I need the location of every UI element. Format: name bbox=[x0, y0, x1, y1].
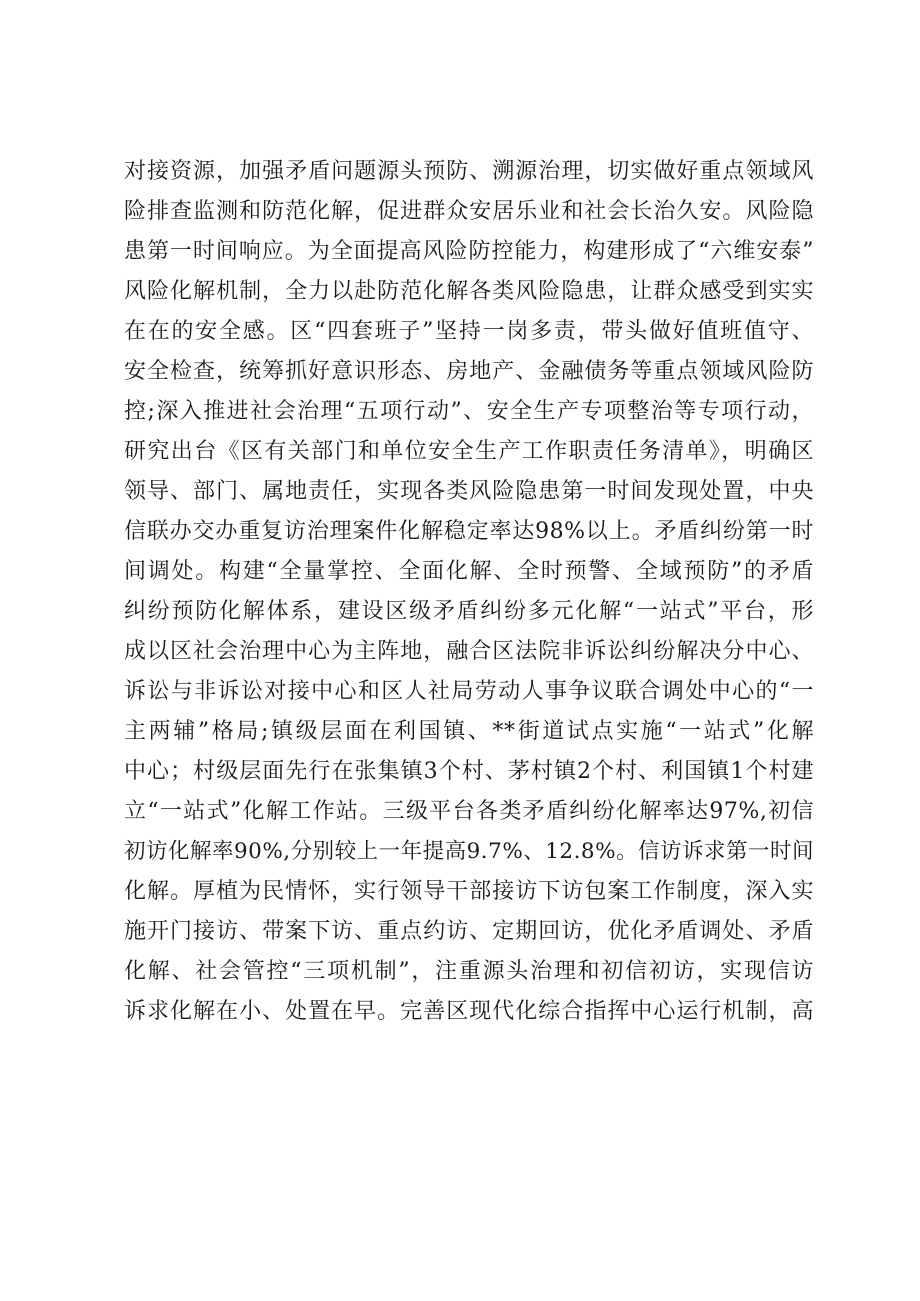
text-line: 诉讼与非诉讼对接中心和区人社局劳动人事争议联合调处中心的“一 bbox=[124, 679, 814, 704]
text-line: 安全检查，统筹抓好意识形态、房地产、金融债务等重点领域风险防 bbox=[124, 359, 814, 384]
text-line: 主两辅”格局;镇级层面在利国镇、**街道试点实施“一站式”化解 bbox=[124, 719, 814, 744]
text-line: 施开门接访、带案下访、重点约访、定期回访，优化矛盾调处、矛盾 bbox=[124, 919, 814, 944]
text-line: 对接资源，加强矛盾问题源头预防、溯源治理，切实做好重点领域风 bbox=[124, 159, 814, 184]
text-line: 险排查监测和防范化解，促进群众安居乐业和社会长治久安。风险隐 bbox=[124, 199, 814, 224]
text-line: 立“一站式”化解工作站。三级平台各类矛盾纠纷化解率达97%,初信 bbox=[124, 799, 814, 824]
text-line: 纠纷预防化解体系，建设区级矛盾纠纷多元化解“一站式”平台，形 bbox=[124, 599, 814, 624]
text-line: 中心；村级层面先行在张集镇3个村、茅村镇2个村、利国镇1个村建 bbox=[124, 759, 814, 784]
text-line: 研究出台《区有关部门和单位安全生产工作职责任务清单》，明确区 bbox=[124, 439, 814, 464]
text-line: 信联办交办重复访治理案件化解稳定率达98%以上。矛盾纠纷第一时 bbox=[124, 519, 814, 544]
text-line: 化解。厚植为民情怀，实行领导干部接访下访包案工作制度，深入实 bbox=[124, 879, 814, 904]
text-line: 初访化解率90%,分别较上一年提高9.7%、12.8%。信访诉求第一时间 bbox=[124, 839, 814, 864]
text-line: 控;深入推进社会治理“五项行动”、安全生产专项整治等专项行动， bbox=[124, 399, 814, 424]
text-line: 在在的安全感。区“四套班子”坚持一岗多责，带头做好值班值守、 bbox=[124, 319, 814, 344]
body-paragraph bbox=[124, 152, 814, 1032]
text-line: 风险化解机制，全力以赴防范化解各类风险隐患，让群众感受到实实 bbox=[124, 279, 814, 304]
text-line: 领导、部门、属地责任，实现各类风险隐患第一时间发现处置，中央 bbox=[124, 479, 814, 504]
text-line: 诉求化解在小、处置在早。完善区现代化综合指挥中心运行机制，高 bbox=[124, 999, 814, 1024]
text-line: 间调处。构建“全量掌控、全面化解、全时预警、全域预防”的矛盾 bbox=[124, 559, 814, 584]
text-line: 患第一时间响应。为全面提高风险防控能力，构建形成了“六维安泰” bbox=[124, 239, 814, 264]
text-line: 成以区社会治理中心为主阵地，融合区法院非诉讼纠纷解决分中心、 bbox=[124, 639, 814, 664]
text-line: 化解、社会管控“三项机制”，注重源头治理和初信初访，实现信访 bbox=[124, 959, 814, 984]
